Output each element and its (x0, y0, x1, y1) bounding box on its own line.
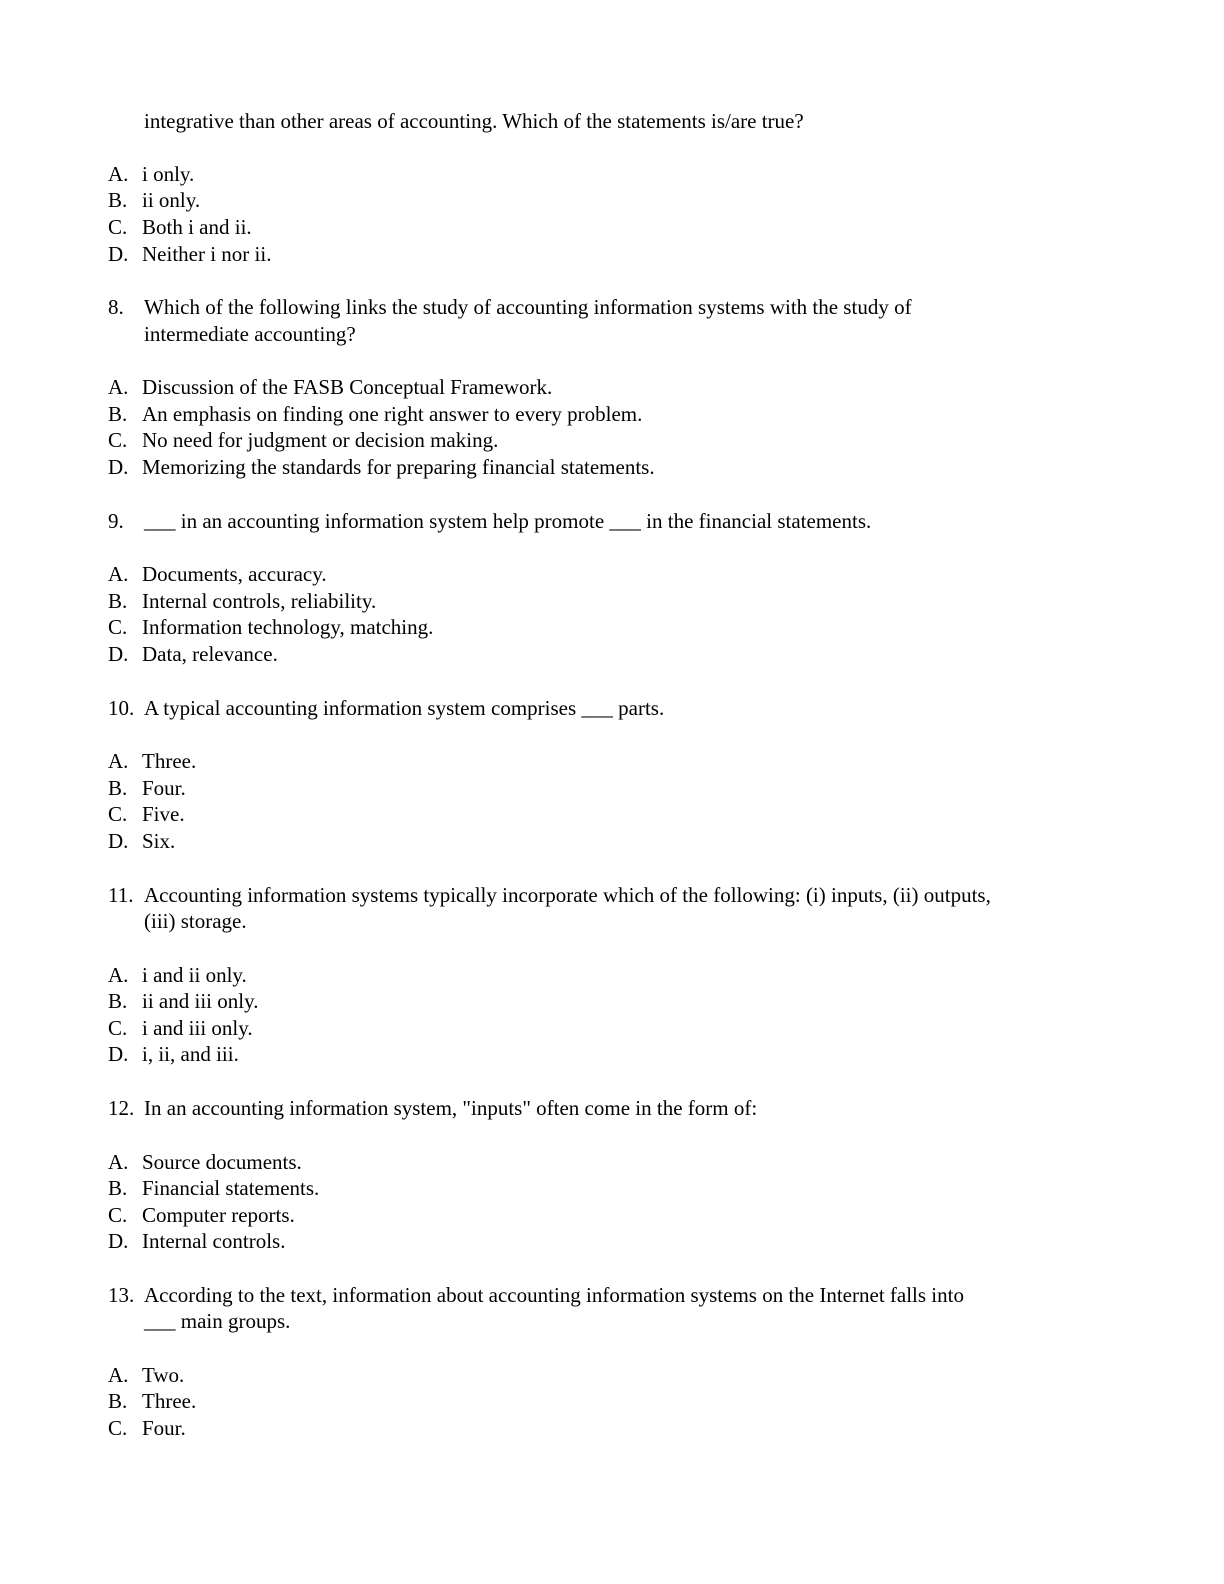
question-text: Which of the following links the study of accounting information systems with the study of (144, 295, 912, 319)
option-letter: D. (108, 242, 129, 266)
question-text: Accounting information systems typically incorporate which of the following: (i) inputs, (ii) outputs, (144, 883, 991, 907)
option-text: Internal controls, reliability. (142, 589, 377, 613)
option-text: No need for judgment or decision making. (142, 428, 499, 452)
question-number: 8. (108, 295, 124, 319)
option-text: Three. (142, 749, 197, 773)
question-text: ___ main groups. (144, 1309, 291, 1333)
question-number: 11. (108, 883, 134, 907)
option-text: i, ii, and iii. (142, 1042, 239, 1066)
option-letter: A. (108, 375, 129, 399)
option-letter: C. (108, 215, 128, 239)
option-text: Neither i nor ii. (142, 242, 272, 266)
option-letter: B. (108, 589, 128, 613)
question-7-continuation: integrative than other areas of accounting. Which of the statements is/are true? (144, 109, 804, 133)
option-letter: C. (108, 802, 128, 826)
option-text: Data, relevance. (142, 642, 278, 666)
option-text: Six. (142, 829, 176, 853)
question-text: A typical accounting information system comprises ___ parts. (144, 696, 665, 720)
option-letter: D. (108, 1229, 129, 1253)
option-letter: B. (108, 1176, 128, 1200)
option-letter: C. (108, 428, 128, 452)
option-text: i and iii only. (142, 1016, 253, 1040)
question-number: 12. (108, 1096, 135, 1120)
option-letter: A. (108, 749, 129, 773)
option-text: Computer reports. (142, 1203, 295, 1227)
option-text: Three. (142, 1389, 197, 1413)
option-text: Internal controls. (142, 1229, 286, 1253)
option-text: ii and iii only. (142, 989, 259, 1013)
option-letter: C. (108, 1203, 128, 1227)
option-letter: B. (108, 1389, 128, 1413)
question-text: According to the text, information about accounting information systems on the Internet falls into (144, 1283, 964, 1307)
option-letter: A. (108, 162, 129, 186)
question-number: 13. (108, 1283, 135, 1307)
option-text: ii only. (142, 188, 201, 212)
option-text: Two. (142, 1363, 185, 1387)
question-text: In an accounting information system, "inputs" often come in the form of: (144, 1096, 758, 1120)
option-letter: A. (108, 963, 129, 987)
option-text: i only. (142, 162, 195, 186)
option-text: Discussion of the FASB Conceptual Framework. (142, 375, 553, 399)
option-letter: A. (108, 1150, 129, 1174)
question-number: 10. (108, 696, 135, 720)
option-text: Financial statements. (142, 1176, 320, 1200)
option-text: Information technology, matching. (142, 615, 434, 639)
option-letter: B. (108, 776, 128, 800)
option-text: Documents, accuracy. (142, 562, 327, 586)
question-number: 9. (108, 509, 124, 533)
question-text: ___ in an accounting information system help promote ___ in the financial statements. (144, 509, 872, 533)
option-letter: D. (108, 642, 129, 666)
option-letter: C. (108, 615, 128, 639)
option-text: Four. (142, 776, 186, 800)
option-letter: D. (108, 829, 129, 853)
option-letter: C. (108, 1416, 128, 1440)
option-text: Four. (142, 1416, 186, 1440)
option-text: Both i and ii. (142, 215, 252, 239)
option-text: An emphasis on finding one right answer to every problem. (142, 402, 643, 426)
option-letter: B. (108, 188, 128, 212)
option-letter: D. (108, 455, 129, 479)
option-text: Source documents. (142, 1150, 302, 1174)
option-letter: A. (108, 562, 129, 586)
question-text: intermediate accounting? (144, 322, 356, 346)
option-letter: B. (108, 989, 128, 1013)
option-letter: D. (108, 1042, 129, 1066)
option-letter: A. (108, 1363, 129, 1387)
option-text: i and ii only. (142, 963, 247, 987)
option-letter: C. (108, 1016, 128, 1040)
question-text: (iii) storage. (144, 909, 247, 933)
option-text: Memorizing the standards for preparing financial statements. (142, 455, 655, 479)
option-letter: B. (108, 402, 128, 426)
option-text: Five. (142, 802, 185, 826)
